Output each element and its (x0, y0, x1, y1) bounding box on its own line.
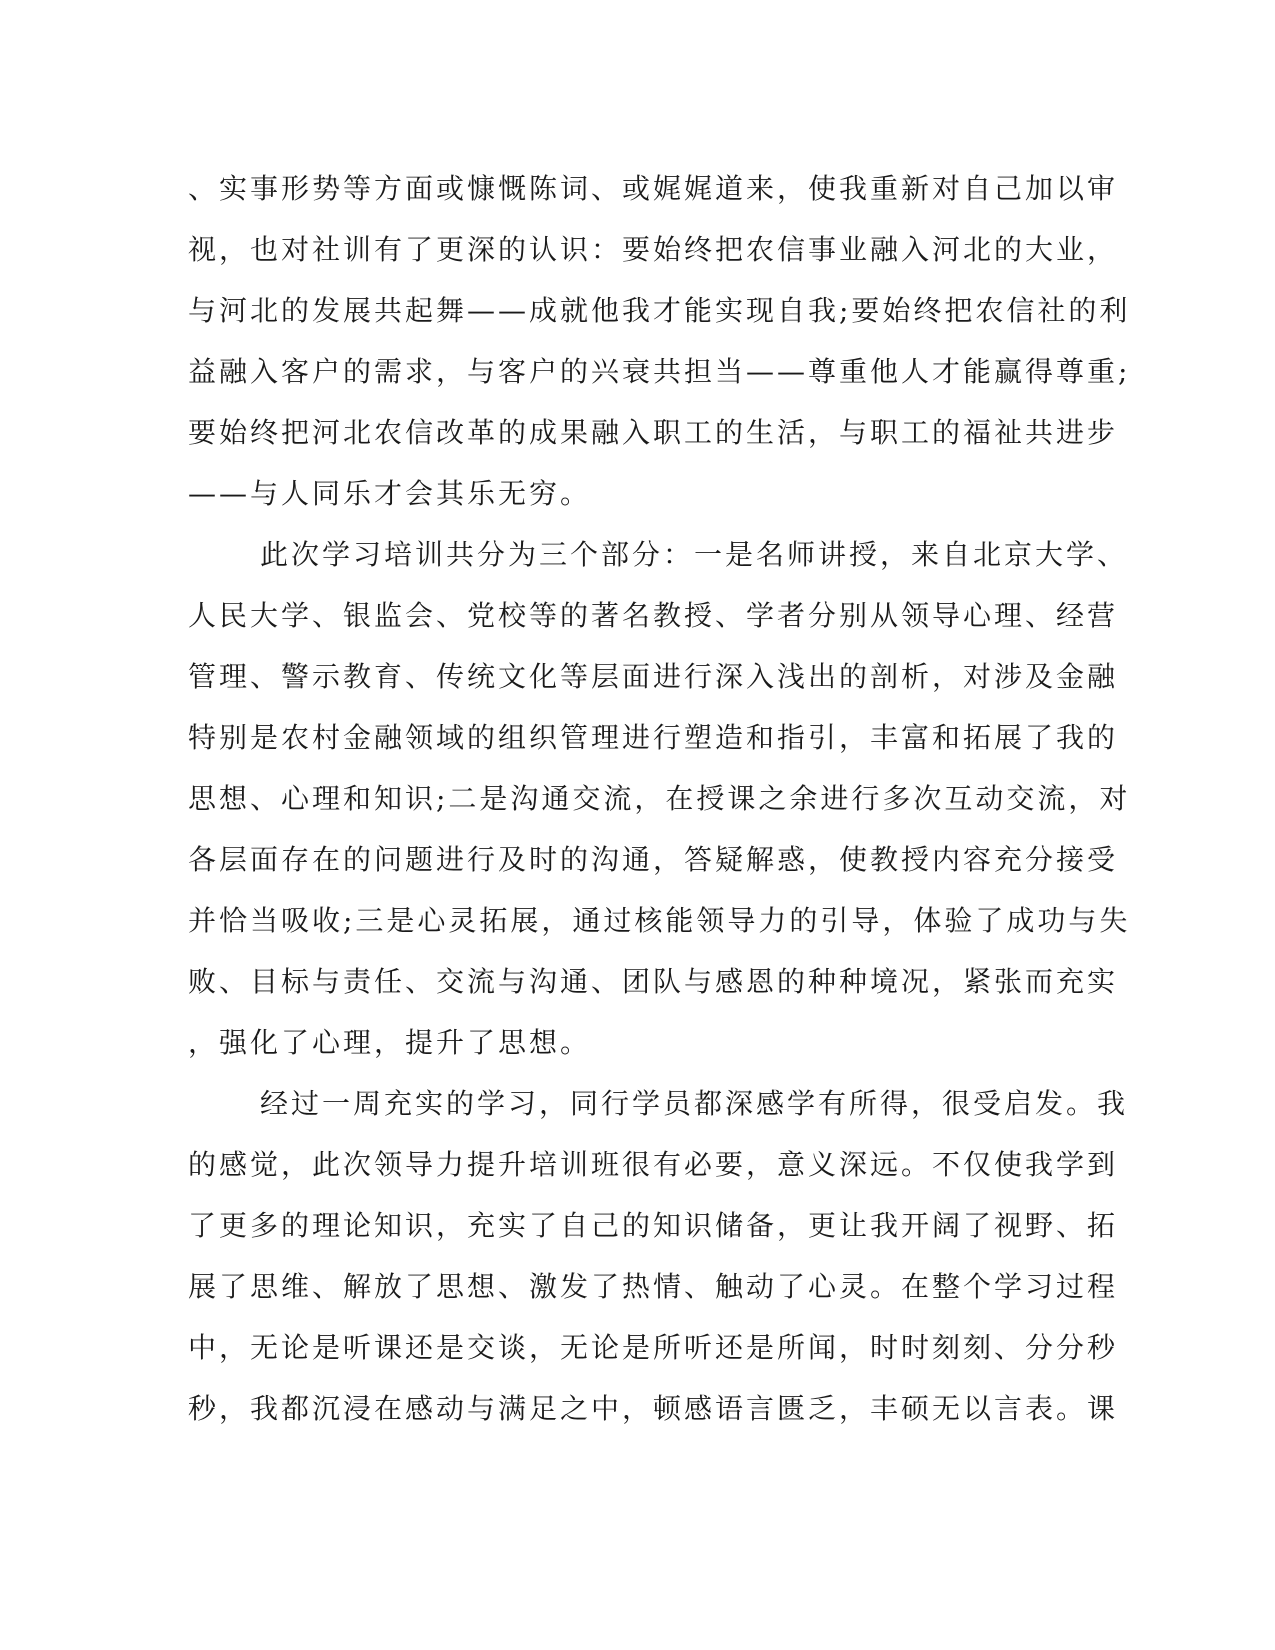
text-line: 展了思维、解放了思想、激发了热情、触动了心灵。在整个学习过程 (188, 1270, 1119, 1303)
text-line: 与河北的发展共起舞——成就他我才能实现自我;要始终把农信社的利 (188, 294, 1131, 327)
text-line: 并恰当吸收;三是心灵拓展，通过核能领导力的引导，体验了成功与失 (188, 904, 1131, 937)
text-line: 要始终把河北农信改革的成果融入职工的生活，与职工的福祉共进步 (188, 416, 1119, 449)
text-line: 各层面存在的问题进行及时的沟通，答疑解惑，使教授内容充分接受 (188, 843, 1119, 876)
text-line: 视，也对社训有了更深的认识：要始终把农信事业融入河北的大业， (188, 233, 1119, 266)
text-line: ，强化了心理，提升了思想。 (188, 1026, 592, 1059)
text-line: 败、目标与责任、交流与沟通、团队与感恩的种种境况，紧张而充实 (188, 965, 1119, 998)
text-line: 人民大学、银监会、党校等的著名教授、学者分别从领导心理、经营 (188, 599, 1119, 632)
text-line: ——与人同乐才会其乐无穷。 (188, 477, 592, 510)
text-line: 管理、警示教育、传统文化等层面进行深入浅出的剖析，对涉及金融 (188, 660, 1119, 693)
text-line: 经过一周充实的学习，同行学员都深感学有所得，很受启发。我 (260, 1087, 1129, 1120)
text-line: 思想、心理和知识;二是沟通交流，在授课之余进行多次互动交流，对 (188, 782, 1131, 815)
text-line: 了更多的理论知识，充实了自己的知识储备，更让我开阔了视野、拓 (188, 1209, 1119, 1242)
paragraph-2 (188, 524, 1131, 1073)
text-line: 的感觉，此次领导力提升培训班很有必要，意义深远。不仅使我学到 (188, 1148, 1119, 1181)
text-line: 此次学习培训共分为三个部分：一是名师讲授，来自北京大学、 (260, 538, 1129, 571)
text-line: 益融入客户的需求，与客户的兴衰共担当——尊重他人才能赢得尊重; (188, 355, 1131, 388)
body-text (188, 158, 1131, 1439)
text-line: 中，无论是听课还是交谈，无论是所听还是所闻，时时刻刻、分分秒 (188, 1331, 1119, 1364)
text-line: 特别是农村金融领域的组织管理进行塑造和指引，丰富和拓展了我的 (188, 721, 1119, 754)
paragraph-3 (188, 1073, 1129, 1439)
text-line: 、实事形势等方面或慷慨陈词、或娓娓道来，使我重新对自己加以审 (188, 172, 1119, 205)
paragraph-1 (188, 158, 1131, 524)
text-line: 秒，我都沉浸在感动与满足之中，顿感语言匮乏，丰硕无以言表。课 (188, 1392, 1119, 1425)
